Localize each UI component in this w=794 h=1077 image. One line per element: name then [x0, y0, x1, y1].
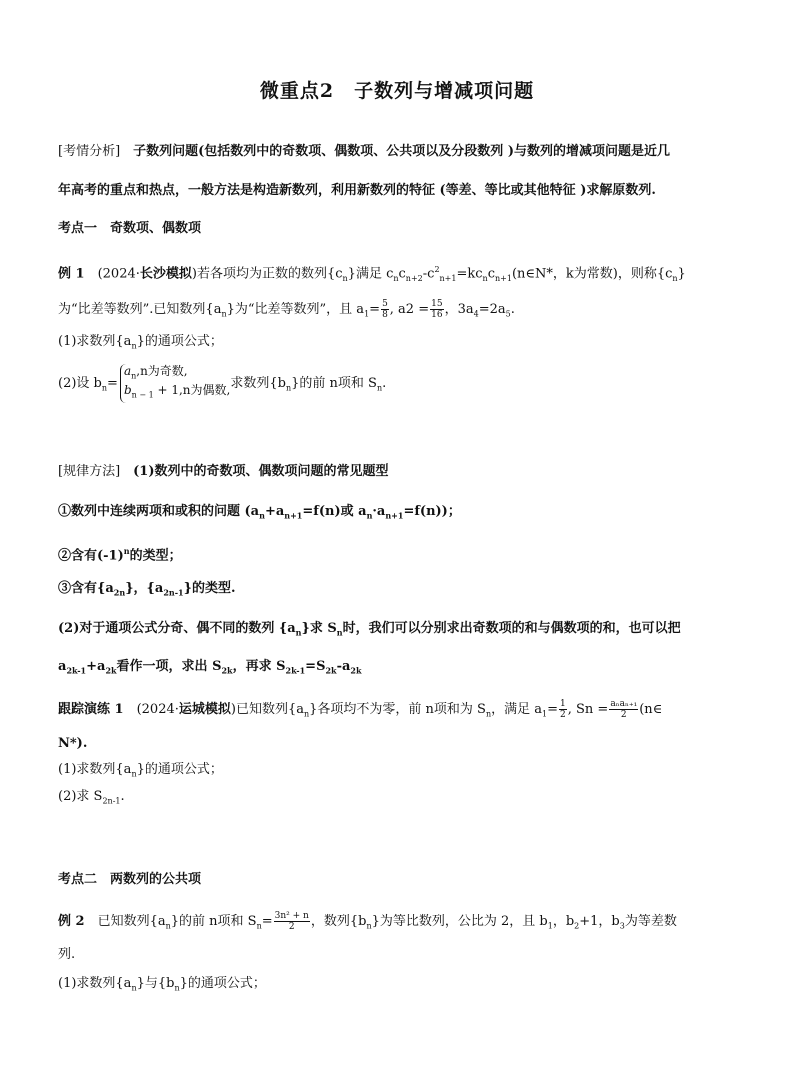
example1-line2-a: 为“比差等数列”.已知数列{a — [58, 302, 222, 317]
example1-text-d: (n∈N*，k为常数)，则称{c — [511, 266, 673, 282]
example2-line-2: 列. — [58, 947, 76, 962]
example1-q2: (2)设 $b_n=$ $a_n,n$为奇数, $b_{n - 1} + 1,n$为偶数, 求数列$\{b_n\}$的前 n项和 $S_n$. — [58, 364, 386, 403]
example1-q1: (1)求数列$\{a_n\}$的通项公式； — [58, 334, 223, 351]
example2-line-1: 例 2 已知数列$\{a_n\}$的前 n项和 $S_n=$ $\frac{\text{3n² + n}}{2}$ ，数列$\{b_n\}$为等比数列，公比为 2，且 $b_1$，$b_2+1$，$b_3$为等差数 — [58, 911, 677, 932]
example1-line2-b: }为“比差等数列”，且 a — [226, 302, 365, 317]
practice-line-2: N*). — [58, 736, 88, 751]
practice-label: 跟踪演练 1 — [58, 702, 124, 717]
intro-line-2: 年高考的重点和热点，一般方法是构造新数列，利用新数列的特征 (等差、等比或其他特征 )求解原数列. — [58, 183, 656, 198]
practice-source: 运城模拟 — [178, 702, 231, 717]
example1-label: 例 1 — [58, 266, 85, 282]
example1-q1-end: }的通项公式； — [136, 334, 223, 349]
example1-text-c: =kc — [456, 266, 483, 282]
practice-q2: (2)求 $S_{2n-1}$. — [58, 789, 125, 806]
example1-line2-e: =2a — [478, 302, 506, 317]
section1-heading: 考点一 奇数项、偶数项 — [58, 221, 202, 236]
page-title: 微重点2 子数列与增减项问题 — [259, 80, 535, 102]
example1-q2-pre: (2)设 b — [58, 375, 102, 391]
intro-text-1: 子数列问题(包括数列中的奇数项、偶数项、公共项以及分段数列 )与数列的增减项问题是近几 — [120, 144, 670, 159]
example1-line-2: 为“比差等数列”.已知数列$\{a_n\}$为“比差等数列”，且 $a_1=$ $\frac{5}{8}$ , a2 = $\frac{15}{16}$ ，$3a_4=2a_5$. — [58, 299, 515, 320]
method-tag: [规律方法] — [58, 464, 121, 479]
example1-q1-text: (1)求数列{a — [58, 334, 132, 349]
intro-tag: [考情分析] — [58, 144, 121, 159]
method-heading-text: (1)数列中的奇数项、偶数项问题的常见题型 — [120, 464, 389, 479]
example1-q2-end: }的前 n项和 S — [291, 375, 377, 391]
section2-heading: 考点二 两数列的公共项 — [58, 872, 202, 887]
method-item-4-line-1: (2)对于通项公式分奇、偶不同的数列 $\{a_n\}$求 $S_n$时，我们可以分别求出奇数项的和与偶数项的和，也可以把 — [58, 621, 681, 638]
method-item-3: ③含有$\{a_{2n}\}$，$\{a_{2n-1}\}$的类型. — [58, 581, 236, 598]
example1-q2-post: 求数列{b — [230, 375, 286, 391]
example1-line2-d: ，3a — [444, 302, 474, 317]
example1-line-1: 例 1 (2024·长沙模拟)若各项均为正数的数列$\{c_n\}$满足 $c_nc_{n+2}-c^2_{n+1}=kc_nc_{n+1}(n\in N*$，k为常数)，则称$\{c_n\}$ — [58, 265, 686, 283]
example2-label: 例 2 — [58, 914, 85, 929]
fraction-half: $\frac{1}{2}$ — [560, 699, 566, 720]
example1-line2-c: , a2 = — [389, 302, 430, 317]
intro-line-1 — [58, 143, 670, 161]
practice-line-1: 跟踪演练 1 (2024·运城模拟)已知数列$\{a_n\}$各项均不为零，前 n项和为 $S_n$，满足 $a_1=$ $\frac{1}{2}$ , Sn = $\frac{\text{aₙaₙ₊₁}}{2}$ (n∈ — [58, 699, 663, 720]
piecewise-brace: $a_n,n$为奇数, $b_{n - 1} + 1,n$为偶数, — [120, 364, 230, 403]
fraction-a2: $\frac{15}{16}$ — [431, 299, 443, 320]
example1-source-pre: (2024· — [84, 266, 140, 282]
fraction-a1: $\frac{5}{8}$ — [382, 299, 388, 320]
method-item-1: ①数列中连续两项和或积的问题 ($a_n+a_{n+1}=f(n)$或 $a_n\cdot a_{n+1}=f(n)$)； — [58, 504, 461, 521]
method-item-2: ②含有$(-1)^n$的类型； — [58, 546, 182, 564]
example1-source: 长沙模拟 — [139, 266, 192, 282]
example1-text-a: )若各项均为正数的数列{c — [191, 266, 343, 282]
example2-q1: (1)求数列$\{a_n\}$与$\{b_n\}$的通项公式； — [58, 976, 266, 993]
method-heading — [58, 463, 389, 481]
fraction-sn: $\frac{\text{aₙaₙ₊₁}}{2}$ — [610, 699, 638, 720]
practice-q1: (1)求数列$\{a_n\}$的通项公式； — [58, 762, 223, 779]
method-item-4-line-2: $a_{2k-1}+a_{2k}$看作一项，求出 $S_{2k}$，再求 $S_{2k-1}=S_{2k}-a_{2k}$ — [58, 659, 362, 676]
example1-text-b: }满足 c — [347, 266, 394, 282]
fraction-sn-def: $\frac{\text{3n² + n}}{2}$ — [274, 911, 309, 932]
